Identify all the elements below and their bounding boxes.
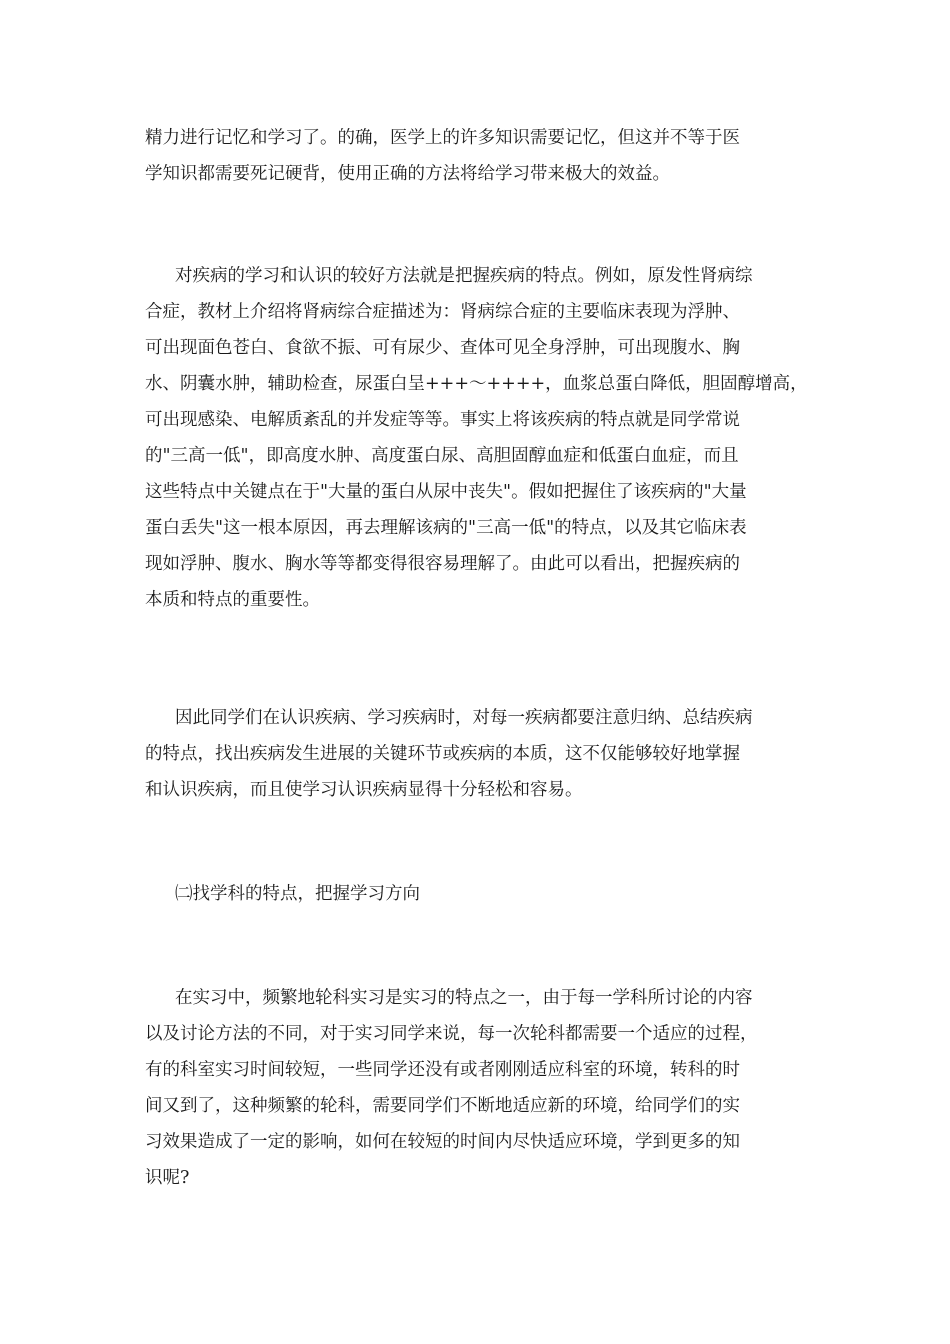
text-line: 识呢? bbox=[145, 1168, 190, 1188]
text-line: 精力进行记忆和学习了。的确，医学上的许多知识需要记忆，但这并不等于医 bbox=[145, 128, 740, 148]
text-line: 习效果造成了一定的影响，如何在较短的时间内尽快适应环境，学到更多的知 bbox=[145, 1132, 740, 1152]
text-line: 可出现感染、电解质紊乱的并发症等等。事实上将该疾病的特点就是同学常说 bbox=[145, 410, 740, 430]
text-line: 和认识疾病，而且使学习认识疾病显得十分轻松和容易。 bbox=[145, 780, 583, 800]
text-line: 有的科室实习时间较短，一些同学还没有或者刚刚适应科室的环境，转科的时 bbox=[145, 1060, 740, 1080]
text-line: 水、阴囊水肿，辅助检查，尿蛋白呈+++～++++，血浆总蛋白降低，胆固醇增高， bbox=[145, 374, 808, 394]
text-line: 学知识都需要死记硬背，使用正确的方法将给学习带来极大的效益。 bbox=[145, 164, 670, 184]
text-line: 本质和特点的重要性。 bbox=[145, 590, 320, 610]
text-line: 可出现面色苍白、食欲不振、可有尿少、查体可见全身浮肿，可出现腹水、胸 bbox=[145, 338, 740, 358]
text-line: 的特点，找出疾病发生进展的关键环节或疾病的本质，这不仅能够较好地掌握 bbox=[145, 744, 740, 764]
section-heading: ㈡找学科的特点，把握学习方向 bbox=[175, 884, 420, 904]
text-line: 蛋白丢失"这一根本原因，再去理解该病的"三高一低"的特点，以及其它临床表 bbox=[145, 518, 747, 538]
text-line: 这些特点中关键点在于"大量的蛋白从尿中丧失"。假如把握住了该疾病的"大量 bbox=[145, 482, 747, 502]
text-line: 对疾病的学习和认识的较好方法就是把握疾病的特点。例如，原发性肾病综 bbox=[175, 266, 753, 286]
text-line: 现如浮肿、腹水、胸水等等都变得很容易理解了。由此可以看出，把握疾病的 bbox=[145, 554, 740, 574]
text-line: 合症，教材上介绍将肾病综合症描述为：肾病综合症的主要临床表现为浮肿、 bbox=[145, 302, 740, 322]
text-line: 以及讨论方法的不同，对于实习同学来说，每一次轮科都需要一个适应的过程， bbox=[145, 1024, 758, 1044]
text-line: 在实习中，频繁地轮科实习是实习的特点之一，由于每一学科所讨论的内容 bbox=[175, 988, 753, 1008]
text-line: 因此同学们在认识疾病、学习疾病时，对每一疾病都要注意归纳、总结疾病 bbox=[175, 708, 753, 728]
text-line: 间又到了，这种频繁的轮科，需要同学们不断地适应新的环境，给同学们的实 bbox=[145, 1096, 740, 1116]
text-line: 的"三高一低"，即高度水肿、高度蛋白尿、高胆固醇血症和低蛋白血症，而且 bbox=[145, 446, 739, 466]
